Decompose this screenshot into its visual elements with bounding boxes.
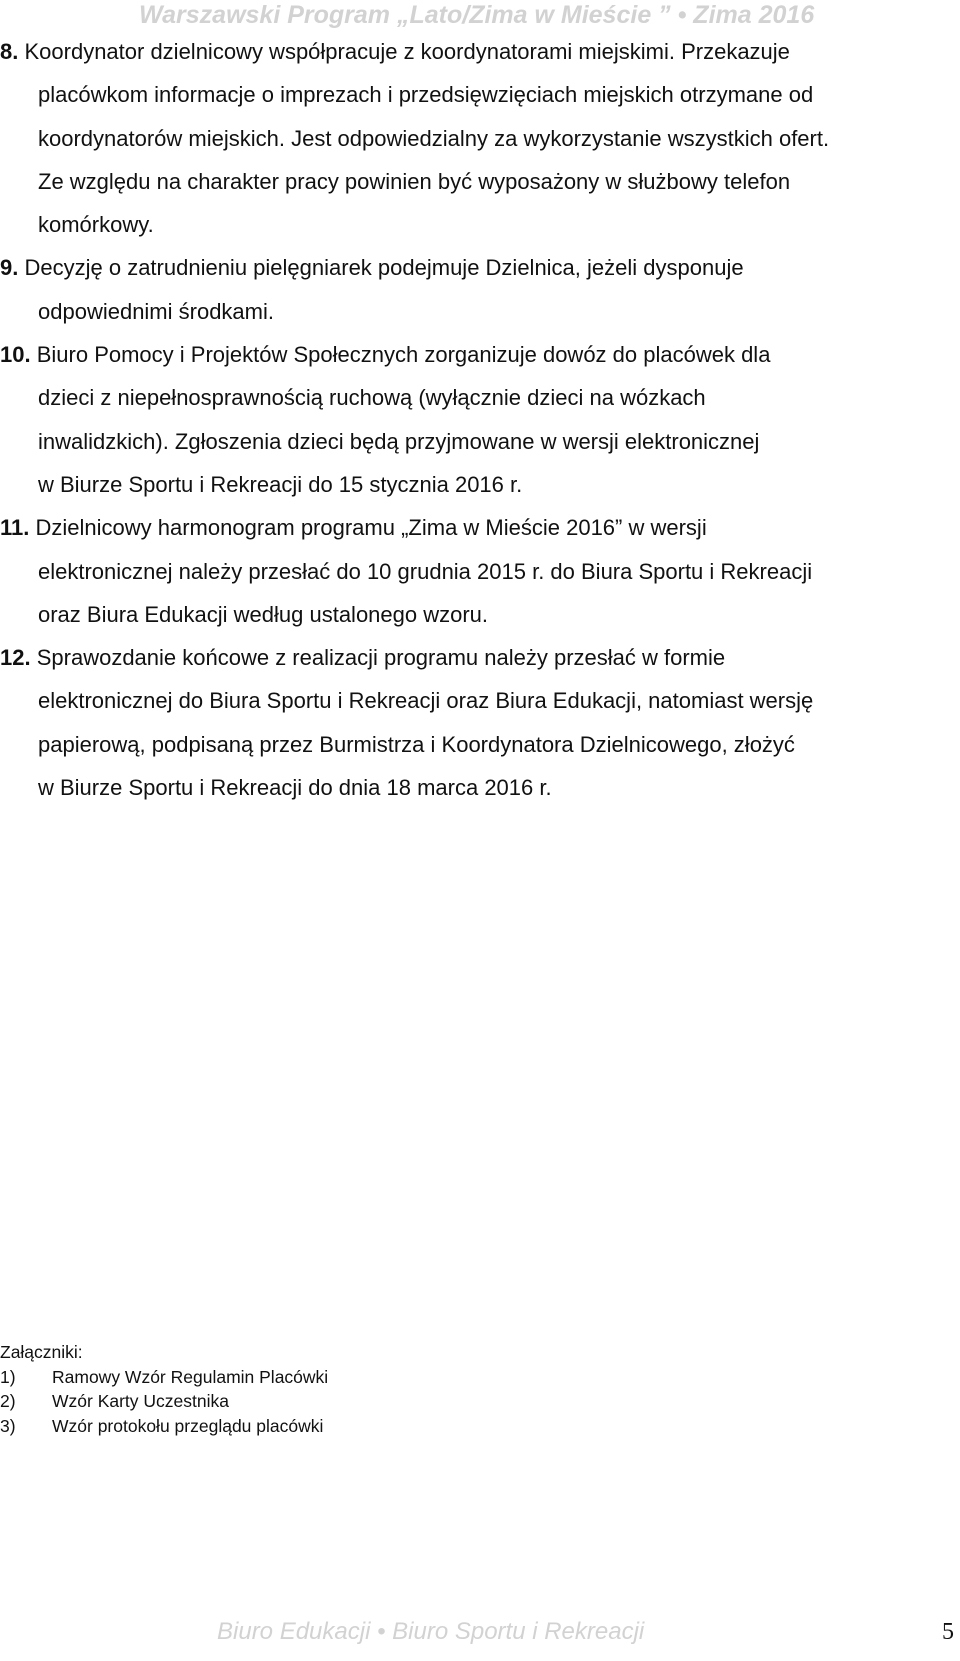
item-text-line: Biuro Pomocy i Projektów Społecznych zorganizuje dowóz do placówek dla <box>36 342 771 368</box>
item-text-line: Decyzję o zatrudnieniu pielęgniarek podejmuje Dzielnica, jeżeli dysponuje <box>24 255 744 281</box>
page-number: 5 <box>942 1619 954 1645</box>
attachment-item <box>0 1389 328 1414</box>
item-11 <box>0 506 960 636</box>
item-number: 11. <box>0 515 30 541</box>
item-text-line: koordynatorów miejskich. Jest odpowiedzialny za wykorzystanie wszystkich ofert. <box>38 125 830 151</box>
item-text-line: elektronicznej do Biura Sportu i Rekreacji oraz Biura Edukacji, natomiast wersję <box>38 688 814 714</box>
item-10 <box>0 333 960 506</box>
item-text-line: papierową, podpisaną przez Burmistrza i Koordynatora Dzielnicowego, złożyć <box>38 731 795 757</box>
attachments-heading: Załączniki: <box>0 1342 83 1362</box>
item-text-line: Sprawozdanie końcowe z realizacji programu należy przesłać w formie <box>36 645 726 671</box>
attachment-label: Ramowy Wzór Regulamin Placówki <box>52 1366 329 1387</box>
attachment-number: 2) <box>0 1391 16 1411</box>
item-text-line: w Biurze Sportu i Rekreacji do 15 stycznia 2016 r. <box>38 471 523 497</box>
item-text-line: Dzielnicowy harmonogram programu „Zima w Mieście 2016” w wersji <box>35 515 707 541</box>
item-text-line: elektronicznej należy przesłać do 10 grudnia 2015 r. do Biura Sportu i Rekreacji <box>38 558 813 584</box>
item-12 <box>0 636 960 809</box>
item-text-line: odpowiednimi środkami. <box>38 298 274 324</box>
attachment-number: 3) <box>0 1415 16 1436</box>
numbered-items <box>0 30 960 809</box>
item-9 <box>0 246 960 333</box>
item-number: 8. <box>0 39 19 64</box>
item-text-line: komórkowy. <box>38 212 154 238</box>
item-text-line: dzieci z niepełnosprawnością ruchową (wyłącznie dzieci na wózkach <box>38 385 706 411</box>
attachment-item <box>0 1365 328 1390</box>
attachment-label: Wzór protokołu przeglądu placówki <box>52 1415 324 1436</box>
attachment-item <box>0 1414 328 1439</box>
item-number: 12. <box>0 645 31 671</box>
running-header: Warszawski Program „Lato/Zima w Mieście ” • Zima 2016 <box>139 1 815 29</box>
attachment-label: Wzór Karty Uczestnika <box>52 1391 229 1411</box>
running-footer: Biuro Edukacji • Biuro Sportu i Rekreacji <box>217 1618 645 1645</box>
item-text-line: placówkom informacje o imprezach i przedsięwzięciach miejskich otrzymane od <box>38 82 814 108</box>
item-text-line: inwalidzkich). Zgłoszenia dzieci będą przyjmowane w wersji elektronicznej <box>38 428 760 454</box>
attachment-number: 1) <box>0 1366 16 1387</box>
attachments-list <box>0 1365 328 1439</box>
item-text-line: w Biurze Sportu i Rekreacji do dnia 18 marca 2016 r. <box>38 775 552 801</box>
item-text-line: Ze względu na charakter pracy powinien być wyposażony w służbowy telefon <box>38 168 791 194</box>
item-8 <box>0 30 960 246</box>
item-text-line: Koordynator dzielnicowy współpracuje z koordynatorami miejskimi. Przekazuje <box>24 39 790 64</box>
item-number: 10. <box>0 342 31 368</box>
item-text-line: oraz Biura Edukacji według ustalonego wzoru. <box>38 601 489 627</box>
item-number: 9. <box>0 255 19 281</box>
attachments-section <box>0 1340 328 1438</box>
